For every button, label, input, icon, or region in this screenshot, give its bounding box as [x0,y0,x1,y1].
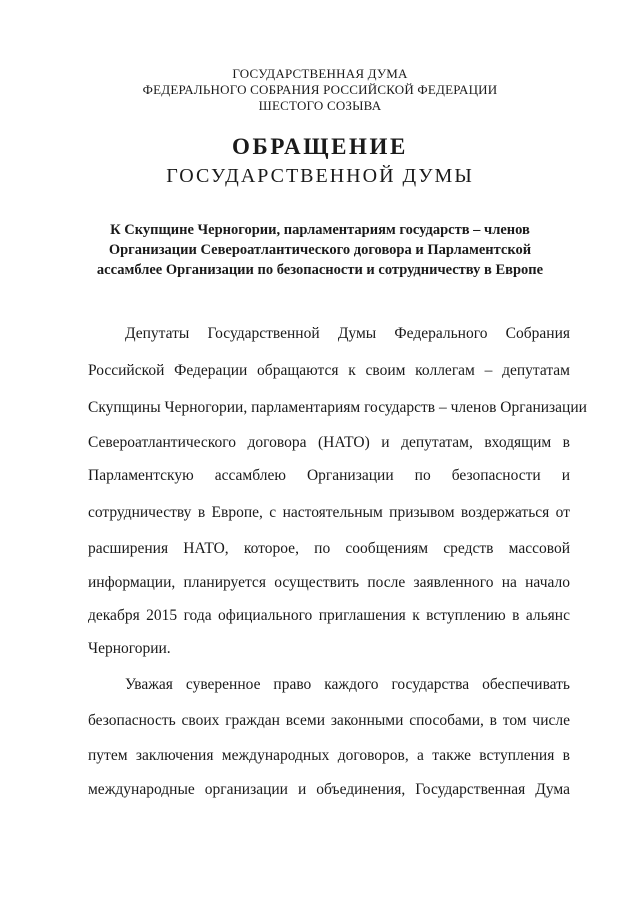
addressee-line-3: ассамблее Организации по безопасности и сотрудничеству в Европе [96,262,544,278]
body-line: безопасность своих граждан всеми законными способами, в том числе [88,712,570,729]
body-line: путем заключения международных договоров, а также вступления в [88,747,570,764]
body-line: международные организации и объединения, Государственная Дума [88,781,570,798]
header-convocation-line: ШЕСТОГО СОЗЫВА [258,98,382,113]
body-line: расширения НАТО, которое, по сообщениям средств массовой [88,540,570,557]
body-line: Черногории. [88,640,171,657]
body-line: Парламентскую ассамблею Организации по безопасности и [88,467,570,484]
body-line: сотрудничеству в Европе, с настоятельным призывом воздержаться от [88,504,570,521]
document-title: ОБРАЩЕНИЕ [232,134,408,159]
body-line: Уважая суверенное право каждого государства обеспечивать [125,676,570,693]
body-line: информации, планируется осуществить после заявленного на начало [88,574,570,591]
body-line: Североатлантического договора (НАТО) и депутатам, входящим в [88,434,570,451]
document-subtitle: ГОСУДАРСТВЕННОЙ ДУМЫ [166,165,474,187]
header-assembly-line: ФЕДЕРАЛЬНОГО СОБРАНИЯ РОССИЙСКОЙ ФЕДЕРАЦИИ [142,82,498,97]
body-line: Депутаты Государственной Думы Федерального Собрания [125,325,570,342]
body-line: Российской Федерации обращаются к своим коллегам – депутатам [88,362,570,379]
body-line: Скупщины Черногории, парламентариям государств – членов Организации [88,399,587,416]
addressee-line-2: Организации Североатлантического договора и Парламентской [108,242,532,258]
header-org-line: ГОСУДАРСТВЕННАЯ ДУМА [232,66,408,81]
addressee-line-1: К Скупщине Черногории, парламентариям государств – членов [110,222,530,238]
body-line: декабря 2015 года официального приглашения к вступлению в альянс [88,607,570,624]
